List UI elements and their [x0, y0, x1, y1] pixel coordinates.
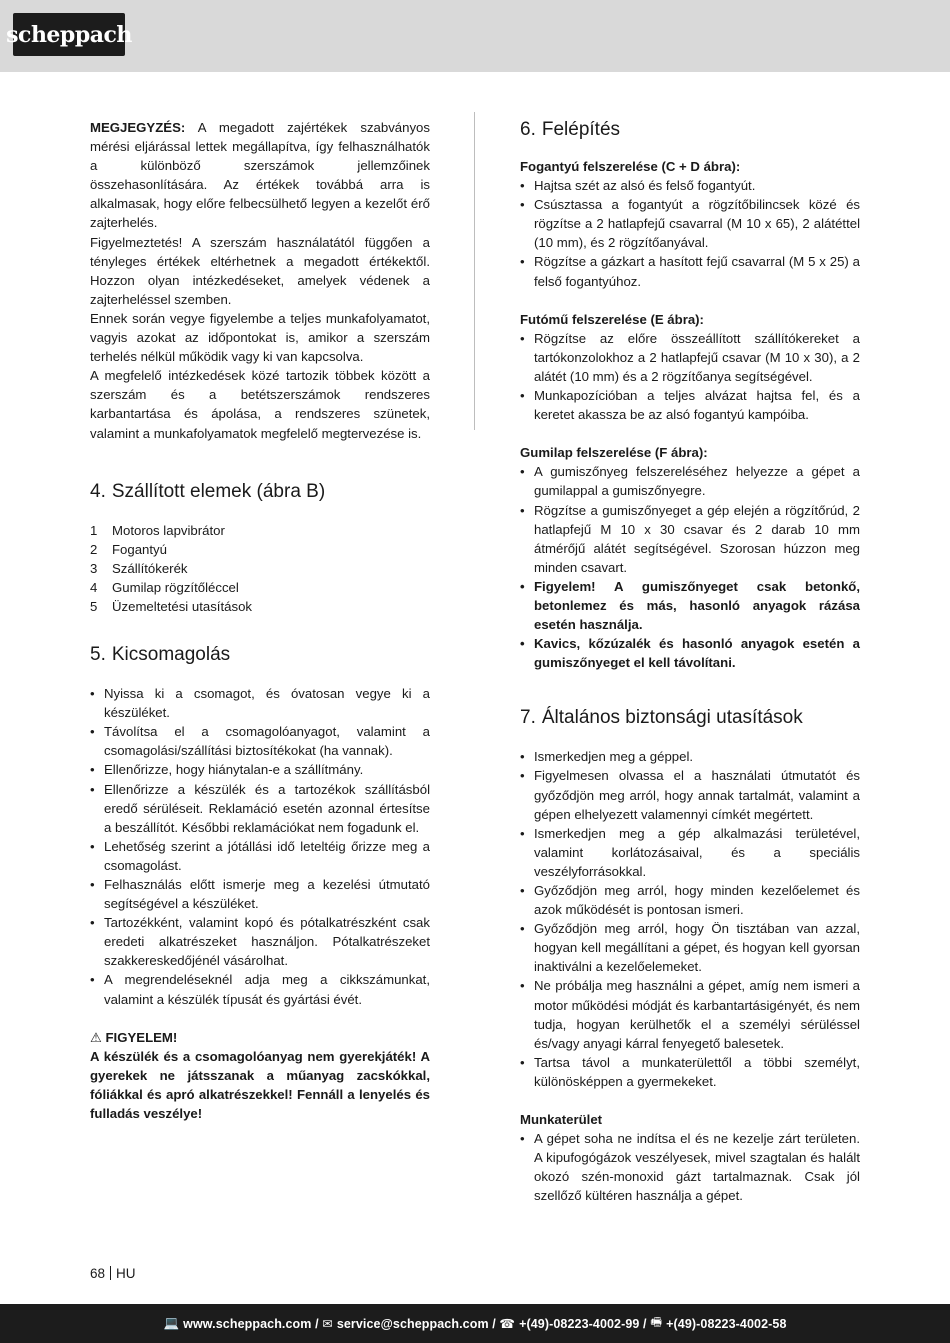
- handle-mount-heading: Fogantyú felszerelése (C + D ábra):: [520, 159, 741, 174]
- list-item: • Rögzítse a gázkart a hasított fejű csavarral (M 5 x 25) a felső fogantyúhoz.: [520, 252, 860, 290]
- note-paragraph-4: A megfelelő intézkedések közé tartozik többek között a szerszám és a betétszerszámok rendszeres karbantartása és ápolása, a rendszeres szünetek, valamint a munkafolyamatok megfelelő megtervezése is.: [90, 368, 430, 441]
- rubber-plate-heading: Gumilap felszerelése (F ábra):: [520, 445, 708, 461]
- section-4-heading: 4. Szállított elemek (ábra B): [90, 480, 326, 502]
- list-item: • A megrendeléseknél adja meg a cikkszámunkat, valamint a készülék típusát és gyártási évét.: [90, 970, 430, 1008]
- list-item: • Felhasználás előtt ismerje meg a kezelési útmutató segítségével a készüléket.: [90, 875, 430, 913]
- list-item: • Tartozékként, valamint kopó és pótalkatrészként csak eredeti alkatrészeket használjon. Pótalkatrészeket szakkereskedőjénél vásárolhat.: [90, 913, 430, 970]
- list-item: • Ismerkedjen meg a gép alkalmazási területével, valamint korlátozásaival, és a speciális veszélyforrásokkal.: [520, 824, 860, 881]
- item-text: Szállítókerék: [112, 560, 188, 576]
- list-item: • A gumiszőnyeg felszereléséhez helyezze a gépet a gumilappal a gumiszőnyegre.: [520, 462, 860, 500]
- work-area-list: [520, 1129, 860, 1205]
- list-item: • Kavics, kőzúzalék és hasonló anyagok esetén a gumiszőnyeget el kell távolítani.: [520, 634, 860, 672]
- list-item: [90, 597, 430, 616]
- rubber-plate-list: [520, 462, 860, 672]
- handle-mount-list: [520, 176, 860, 291]
- list-item: [90, 559, 430, 578]
- list-item: • A gépet soha ne indítsa el és ne kezelje zárt területen. A kipufogógázok veszélyesek, mivel szagtalan és halált okozó szén-monoxid gázt tartalmaznak. Csak jól szellőző kültéren használja a gépet.: [520, 1129, 860, 1205]
- list-item: [90, 578, 430, 597]
- item-number: 1: [90, 522, 98, 538]
- work-area-heading: Munkaterület: [520, 1112, 603, 1128]
- list-item: [90, 521, 430, 540]
- section-6-heading: 6. Felépítés: [520, 119, 621, 140]
- item-text: Üzemeltetési utasítások: [112, 598, 252, 614]
- item-text: Motoros lapvibrátor: [112, 522, 225, 538]
- list-item: • Figyelem! A gumiszőnyeget csak betonkő, betonlemez és más, hasonló anyagok rázása esetén használja.: [520, 577, 860, 634]
- footer-phone: +(49)-08223-4002-99 /: [519, 1316, 647, 1331]
- list-item: • Győződjön meg arról, hogy minden kezelőelemet és azok működését is pontosan ismeri.: [520, 881, 860, 919]
- list-item: • Figyelmesen olvassa el a használati útmutatót és győződjön meg arról, hogy annak tartalmát, valamint a gépen elhelyezett valamennyi címkét megértett.: [520, 766, 860, 823]
- list-item: • Ismerkedjen meg a géppel.: [520, 747, 860, 766]
- item-text: Fogantyú: [112, 541, 167, 557]
- computer-icon: 💻: [163, 1316, 180, 1330]
- footer-bar: [0, 1304, 950, 1343]
- list-item: • Munkapozícióban a teljes alvázat hajtsa fel, és a keretet akassza be az alsó fogantyú kampóiba.: [520, 386, 860, 424]
- safety-list: [520, 747, 860, 1091]
- column-divider: [474, 112, 475, 430]
- left-column: [90, 118, 430, 1123]
- note-label: MEGJEGYZÉS:: [90, 120, 186, 135]
- warning-heading: ⚠ FIGYELEM!: [90, 1029, 178, 1045]
- fax-icon: 🖷: [650, 1315, 663, 1329]
- item-number: 3: [90, 560, 98, 576]
- item-number: 5: [90, 598, 98, 614]
- right-column: [520, 118, 860, 1206]
- list-item: • Ellenőrizze a készülék és a tartozékok szállításból eredő sérüléseit. Reklamáció esetén azonnal értesítse a beszállítót. Későbbi reklamációkat nem fogadunk el.: [90, 780, 430, 837]
- unpacking-list: [90, 684, 430, 1009]
- footer-fax: +(49)-08223-4002-58: [666, 1316, 787, 1331]
- footer-web[interactable]: www.scheppach.com /: [183, 1316, 319, 1331]
- list-item: • Győződjön meg arról, hogy Ön tisztában van azzal, hogyan kell megállítani a gépet, és hogyan kell gyorsan inaktiválni a kezelőelemeket.: [520, 919, 860, 976]
- list-item: • Távolítsa el a csomagolóanyagot, valamint a csomagolási/szállítási biztosítékokat (ha vannak).: [90, 722, 430, 760]
- noise-note: [90, 118, 430, 233]
- footer-mail[interactable]: service@scheppach.com /: [336, 1316, 496, 1331]
- note-text: A megadott zajértékek szabványos mérési eljárással lettek megállapítva, így felhasználhatók a különböző szerszámok jellemzőinek összehasonlítására. Az értékek továbbá arra is alkalmasak, hogy előre felbecsülhető legyen a kezelőt érő zajterhelés.: [90, 120, 430, 231]
- section-5-heading: 5. Kicsomagolás: [90, 644, 231, 666]
- item-text: Gumilap rögzítőléccel: [112, 579, 239, 595]
- phone-icon: ☎: [499, 1317, 516, 1331]
- list-item: • Csúsztassa a fogantyút a rögzítőbilincsek közé és rögzítse a 2 hatlapfejű csavarral (M 10 x 65), 2 alátéttel (10 mm), és 2 rögzítőanyával.: [520, 195, 860, 252]
- warning-text: A készülék és a csomagolóanyag nem gyerekjáték! A gyerekek ne játsszanak a műanyag zacskókkal, fóliákkal és apró alkatrészekkel! Fennáll a lenyelés és fulladás veszélye!: [90, 1048, 430, 1122]
- chassis-mount-list: [520, 329, 860, 424]
- note-paragraph-3: Ennek során vegye figyelembe a teljes munkafolyamatot, vagyis azokat az időpontokat is, amikor a szerszám terhelés nélkül működik vagy ki van kapcsolva.: [90, 310, 430, 365]
- list-item: • Ne próbálja meg használni a gépet, amíg nem ismeri a motor működési módját és karbantartásigényét, és nem tudja, hogyan kerülhetők el a személyi sérüléssel és/vagy anyagi kárral fenyegető balesetek.: [520, 976, 860, 1052]
- scheppach-logo: scheppach: [13, 13, 125, 56]
- section-7-heading: 7. Általános biztonsági utasítások: [520, 707, 803, 729]
- list-item: • Lehetőség szerint a jótállási idő leteltéig őrizze meg a csomagolást.: [90, 837, 430, 875]
- header-bar: [0, 0, 950, 72]
- note-paragraph-2: Figyelmeztetés! A szerszám használatától függően a tényleges értékek eltérhetnek a megadott értékektől. Hozzon olyan intézkedéseket, amelyek védenek a zajterheléssel szemben.: [90, 234, 430, 307]
- list-item: • Ellenőrizze, hogy hiánytalan-e a szállítmány.: [90, 760, 430, 779]
- list-item: [90, 540, 430, 559]
- chassis-mount-heading: Futómű felszerelése (E ábra):: [520, 311, 704, 327]
- item-number: 4: [90, 579, 98, 595]
- list-item: • Rögzítse az előre összeállított szállítókereket a tartókonzolokhoz a 2 hatlapfejű csavar (M 10 x 30), a 2 alátét (10 mm) és a 2 rögzítőanya segítségével.: [520, 329, 860, 386]
- item-number: 2: [90, 541, 98, 557]
- page-number: 68 HU: [90, 1266, 136, 1281]
- list-item: • Nyissa ki a csomagot, és óvatosan vegye ki a készüléket.: [90, 684, 430, 722]
- mail-icon: ✉: [322, 1317, 333, 1331]
- list-item: • Rögzítse a gumiszőnyeget a gép elején a rögzítőrúd, 2 hatlapfejű M 10 x 30 csavar és 2 darab 10 mm átmérőjű alátét segítségével. Szorosan húzzon meg minden csavart.: [520, 501, 860, 577]
- list-item: • Tartsa távol a munkaterülettől a többi személyt, különösképpen a gyermekeket.: [520, 1053, 860, 1091]
- delivered-items-list: [90, 521, 430, 616]
- warning-icon: ⚠: [90, 1029, 102, 1045]
- list-item: • Hajtsa szét az alsó és felső fogantyút.: [520, 176, 860, 195]
